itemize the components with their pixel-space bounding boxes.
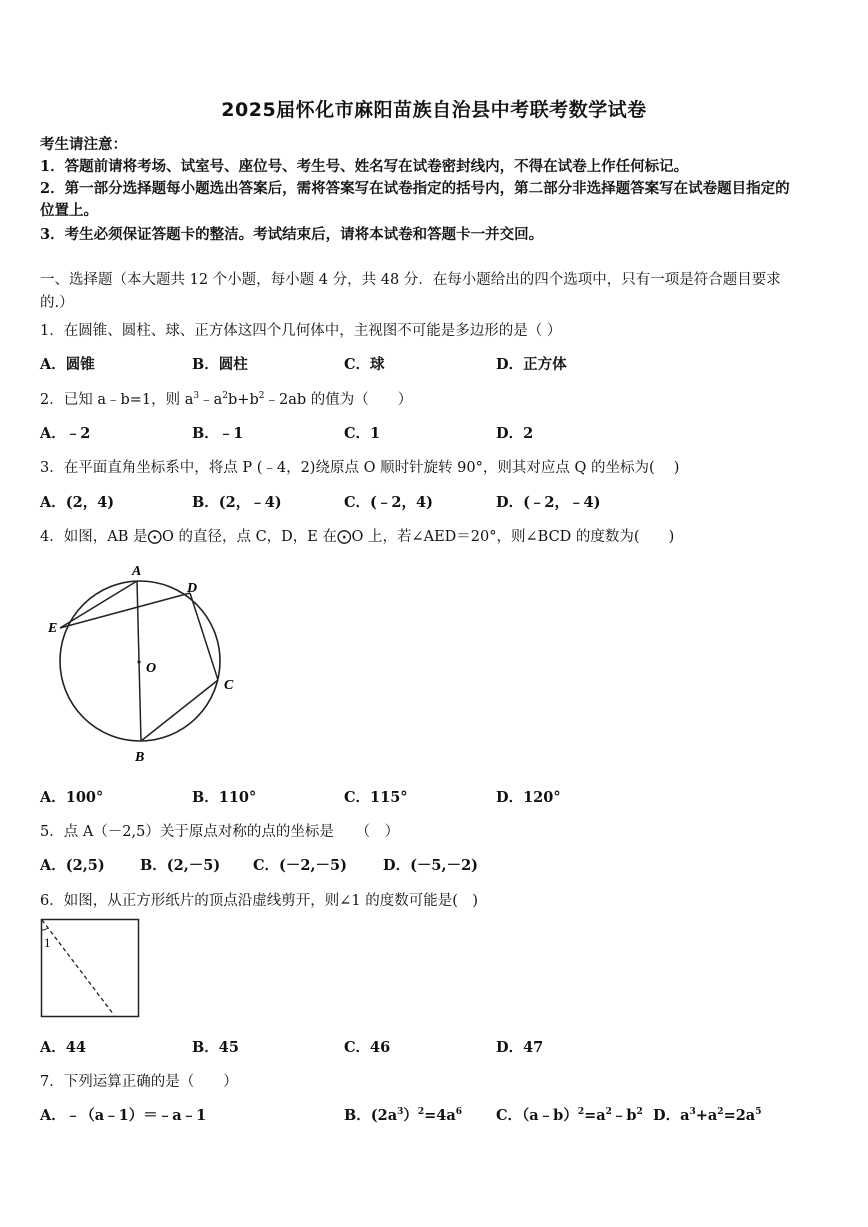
option-b: B．圆柱 <box>192 356 248 373</box>
option-c: C．$(a﹣b)^2=a^2﹣b^2$ <box>496 1107 643 1124</box>
question-2-stem: 2．已知 a﹣b=1，则 $a^3﹣a^2b+b^2﹣2ab$ 的值为（ ） <box>40 391 413 408</box>
option-a: A．(2，4) <box>40 494 115 511</box>
option-a: A．(2,5) <box>40 857 105 874</box>
segment-ea <box>60 581 137 628</box>
label-e: E <box>48 621 58 636</box>
option-d: D．(﹣2，﹣4) <box>496 494 601 511</box>
question-1-stem: 1．在圆锥、圆柱、球、正方体这四个几何体中，主视图不可能是多边形的是（ ） <box>40 323 562 339</box>
notice-item: 位置上。 <box>40 202 98 219</box>
option-c: C．球 <box>344 356 385 373</box>
circle-figure <box>40 555 250 770</box>
option-c: C．(﹣2，4) <box>344 494 433 511</box>
option-d: D．$a^3+a^2=2a^5$ <box>653 1107 762 1124</box>
page-title: 2025届怀化市麻阳苗族自治县中考联考数学试卷 <box>221 99 647 121</box>
question-6-stem: 6．如图，从正方形纸片的顶点沿虚线剪开，则∠1 的度数可能是( ) <box>40 893 479 909</box>
segment-dc <box>190 593 218 680</box>
section-heading: 一、选择题（本大题共 12 个小题，每小题 4 分，共 48 分．在每小题给出的四个选项中，只有一项是符合题目要求 <box>40 272 781 288</box>
question-2-options <box>40 422 830 442</box>
question-6-options <box>40 1036 830 1056</box>
question-4-stem: 4．如图，AB 是⨀O 的直径，点 C，D，E 在⨀O 上，若∠AED＝20°，则∠BCD 的度数为( ) <box>40 529 675 545</box>
option-a: A．﹣2 <box>40 425 91 442</box>
label-a: A <box>132 564 142 579</box>
option-d: D．47 <box>496 1039 544 1056</box>
option-b: B．$(2a^3)^2=4a^6$ <box>344 1107 463 1124</box>
cut-line <box>42 920 114 1015</box>
question-7-stem: 7．下列运算正确的是（ ） <box>40 1074 238 1090</box>
option-c: C．1 <box>344 425 381 442</box>
question-7-options <box>40 1104 830 1124</box>
option-d: D．120° <box>496 789 561 806</box>
notice-item: 1．答题前请将考场、试室号、座位号、考生号、姓名写在试卷密封线内，不得在试卷上作任何标记。 <box>40 158 689 175</box>
option-c: C．46 <box>344 1039 391 1056</box>
segment-cb <box>141 680 218 741</box>
label-c: C <box>224 678 234 693</box>
segment-ed <box>60 593 190 628</box>
question-3-options <box>40 491 830 511</box>
option-a: A．圆锥 <box>40 356 95 373</box>
notice-item: 2．第一部分选择题每小题选出答案后，需将答案写在试卷指定的括号内，第二部分非选择题答案写在试卷题目指定的 <box>40 180 790 197</box>
notice-heading: 考生请注意： <box>40 136 127 153</box>
option-b: B．45 <box>192 1039 239 1056</box>
option-d: D．2 <box>496 425 534 442</box>
option-c: C．(－2,－5) <box>253 857 347 874</box>
angle-label: 1 <box>44 935 51 950</box>
option-a: A．100° <box>40 789 104 806</box>
option-a: A．44 <box>40 1039 86 1056</box>
label-b: B <box>135 750 145 765</box>
notice-item: 3．考生必须保证答题卡的整洁。考试结束后，请将本试卷和答题卡一并交回。 <box>40 226 544 243</box>
label-o: O <box>146 661 157 676</box>
question-5-stem: 5．点 A（－2,5）关于原点对称的点的坐标是 （ ） <box>40 824 400 840</box>
option-c: C．115° <box>344 789 408 806</box>
square-figure <box>40 918 142 1020</box>
option-b: B．110° <box>192 789 257 806</box>
question-3-stem: 3．在平面直角坐标系中，将点 P (﹣4，2)绕原点 O 顺时针旋转 90°，则其对应点 Q 的坐标为( ) <box>40 460 680 476</box>
question-1-options <box>40 353 830 373</box>
option-a: A．﹣（a﹣1）＝﹣a﹣1 <box>40 1107 207 1124</box>
option-b: B．(2，﹣4) <box>192 494 282 511</box>
label-d: D <box>187 581 198 596</box>
square-paper <box>42 920 139 1017</box>
option-b: B．(2,－5) <box>140 857 221 874</box>
section-heading-cont: 的.） <box>40 295 74 311</box>
option-d: D．正方体 <box>496 356 567 373</box>
option-b: B．﹣1 <box>192 425 244 442</box>
center-point <box>137 660 140 663</box>
angle-arc <box>42 928 48 930</box>
question-4-options <box>40 786 830 806</box>
question-5-options <box>40 854 830 874</box>
option-d: D．(－5,－2) <box>383 857 479 874</box>
